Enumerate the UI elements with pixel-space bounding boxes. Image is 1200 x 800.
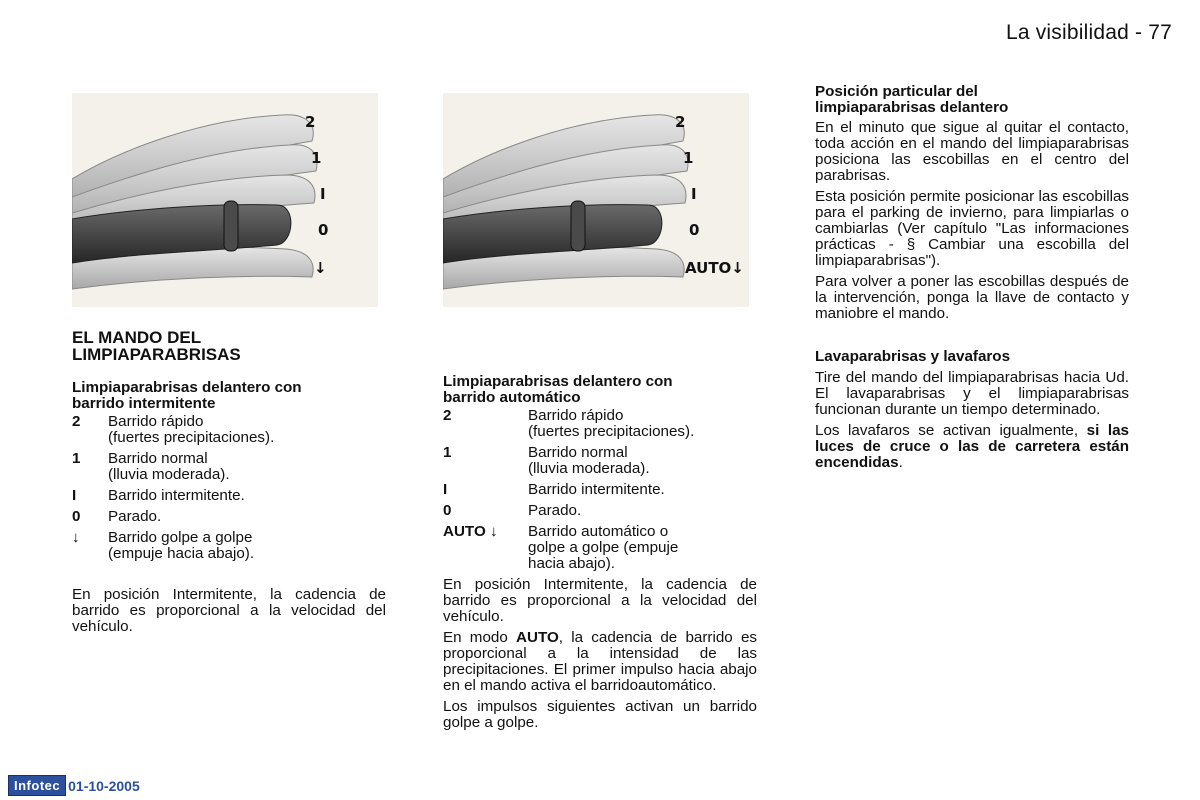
item-line: Barrido intermitente. xyxy=(108,487,245,504)
position-label-1: 1 xyxy=(311,149,322,167)
wiper-stalk-illustration-auto xyxy=(443,93,749,307)
column-special-position xyxy=(815,84,1129,476)
ghost-stalk-positions xyxy=(443,115,688,289)
text-run-bold: AUTO xyxy=(516,629,559,646)
item-line: Parado. xyxy=(528,502,582,519)
list-item xyxy=(72,530,386,562)
position-label-1: 1 xyxy=(683,149,694,167)
paragraph: En posición Intermitente, la cadencia de barrido es proporcional a la velocidad del vehículo. xyxy=(443,576,757,625)
paragraph-auto-mode xyxy=(443,630,757,694)
position-label-down-arrow: ↓ xyxy=(314,259,327,277)
text-run: En modo xyxy=(443,629,517,646)
page-header: La visibilidad - 77 xyxy=(1005,21,1172,44)
subsection-title: Lavaparabrisas y lavafaros xyxy=(815,348,1011,365)
position-label-2: 2 xyxy=(675,113,686,131)
paragraph: En posición Intermitente, la cadencia de barrido es proporcional a la velocidad del vehículo. xyxy=(72,586,386,635)
paragraph: En el minuto que sigue al quitar el contacto, toda acción en el mando del limpiaparabrisas posiciona las escobillas en el centro del parabrisas. xyxy=(815,119,1129,184)
column-intermittent xyxy=(72,329,386,640)
subsection-title-line2: barrido intermitente xyxy=(72,395,216,412)
list-item xyxy=(72,451,386,483)
wiper-stalk-auto-drawing xyxy=(443,93,749,307)
item-line: Barrido golpe a golpe xyxy=(108,529,253,546)
item-line: golpe a golpe (empuje xyxy=(528,539,679,556)
subsection-title-line1: Limpiaparabrisas delantero con xyxy=(443,373,673,390)
paragraph-washers xyxy=(815,423,1129,471)
item-line: hacia abajo). xyxy=(528,555,615,572)
down-arrow-icon: ↓ xyxy=(72,529,80,546)
position-label-intermittent: I xyxy=(320,185,326,203)
item-line: Barrido normal xyxy=(528,444,628,461)
position-label-intermittent: I xyxy=(691,185,697,203)
position-key: I xyxy=(72,487,77,504)
infotec-logo: Infotec xyxy=(8,775,66,796)
wiper-stalk-illustration-intermittent xyxy=(72,93,378,307)
list-item xyxy=(72,488,386,504)
section-title-line2: limpiaparabrisas delantero xyxy=(815,99,1009,116)
position-label-auto: AUTO↓ xyxy=(685,259,744,277)
list-item xyxy=(72,414,386,446)
item-line: Barrido rápido xyxy=(108,413,204,430)
ghost-stalk-positions xyxy=(72,115,317,289)
position-label-0: 0 xyxy=(689,221,700,239)
footer-date: 01-10-2005 xyxy=(68,777,140,794)
text-run-bold: si las luces de cruce o las de carretera están encendidas xyxy=(815,422,1130,471)
paragraph: Esta posición permite posicionar las escobillas para el parking de invierno, para limpiarlas o cambiarlas (Ver capítulo "Las informaciones prácticas - § Cambiar una escobilla del limpiaparabrisas"). xyxy=(815,188,1129,269)
item-line: Barrido normal xyxy=(108,450,208,467)
text-run: , la cadencia de barrido es proporcional a la intensidad de las precipitaciones. El primer impulso hacia abajo en el mando activa el barridoautomático. xyxy=(443,629,757,694)
stalk-ring xyxy=(571,201,585,251)
text-run: . xyxy=(898,454,903,471)
item-line: (fuertes precipitaciones). xyxy=(108,429,275,446)
list-item xyxy=(443,408,757,440)
list-item xyxy=(72,509,386,525)
list-item xyxy=(443,482,757,498)
item-line: Barrido automático o xyxy=(528,523,669,540)
item-line: (empuje hacia abajo). xyxy=(108,545,255,562)
wiper-stalk-drawing xyxy=(72,93,378,307)
section-title-line1: EL MANDO DEL xyxy=(72,328,202,347)
position-key: 1 xyxy=(72,450,81,467)
position-key: I xyxy=(443,481,448,498)
position-key: 0 xyxy=(72,508,81,525)
item-line: (fuertes precipitaciones). xyxy=(528,423,695,440)
position-label-2: 2 xyxy=(305,113,316,131)
list-item xyxy=(443,445,757,477)
item-line: Barrido intermitente. xyxy=(528,481,665,498)
list-item xyxy=(443,503,757,519)
item-line: Parado. xyxy=(108,508,162,525)
item-line: (lluvia moderada). xyxy=(528,460,650,477)
section-title-line2: LIMPIAPARABRISAS xyxy=(72,345,241,364)
paragraph: Tire del mando del limpiaparabrisas hacia Ud. El lavaparabrisas y el limpiaparabrisas funcionan durante un tiempo determinado. xyxy=(815,369,1129,418)
position-label-0: 0 xyxy=(318,221,329,239)
auto-down-arrow-icon: AUTO ↓ xyxy=(443,523,498,540)
stalk-ring xyxy=(224,201,238,251)
section-title-line1: Posición particular del xyxy=(815,83,978,100)
item-line: (lluvia moderada). xyxy=(108,466,230,483)
footer xyxy=(8,775,140,796)
position-key: 2 xyxy=(443,407,452,424)
subsection-title-line2: barrido automático xyxy=(443,389,581,406)
paragraph: Para volver a poner las escobillas después de la intervención, ponga la llave de contacto y maniobre el mando. xyxy=(815,273,1129,322)
column-automatic xyxy=(443,374,757,736)
paragraph: Los impulsos siguientes activan un barrido golpe a golpe. xyxy=(443,698,757,731)
list-item xyxy=(443,524,757,572)
position-key: 0 xyxy=(443,502,452,519)
subsection-title-line1: Limpiaparabrisas delantero con xyxy=(72,379,302,396)
item-line: Barrido rápido xyxy=(528,407,624,424)
position-key: 1 xyxy=(443,444,452,461)
position-key: 2 xyxy=(72,413,81,430)
text-run: Los lavafaros se activan igualmente, xyxy=(815,422,1087,439)
